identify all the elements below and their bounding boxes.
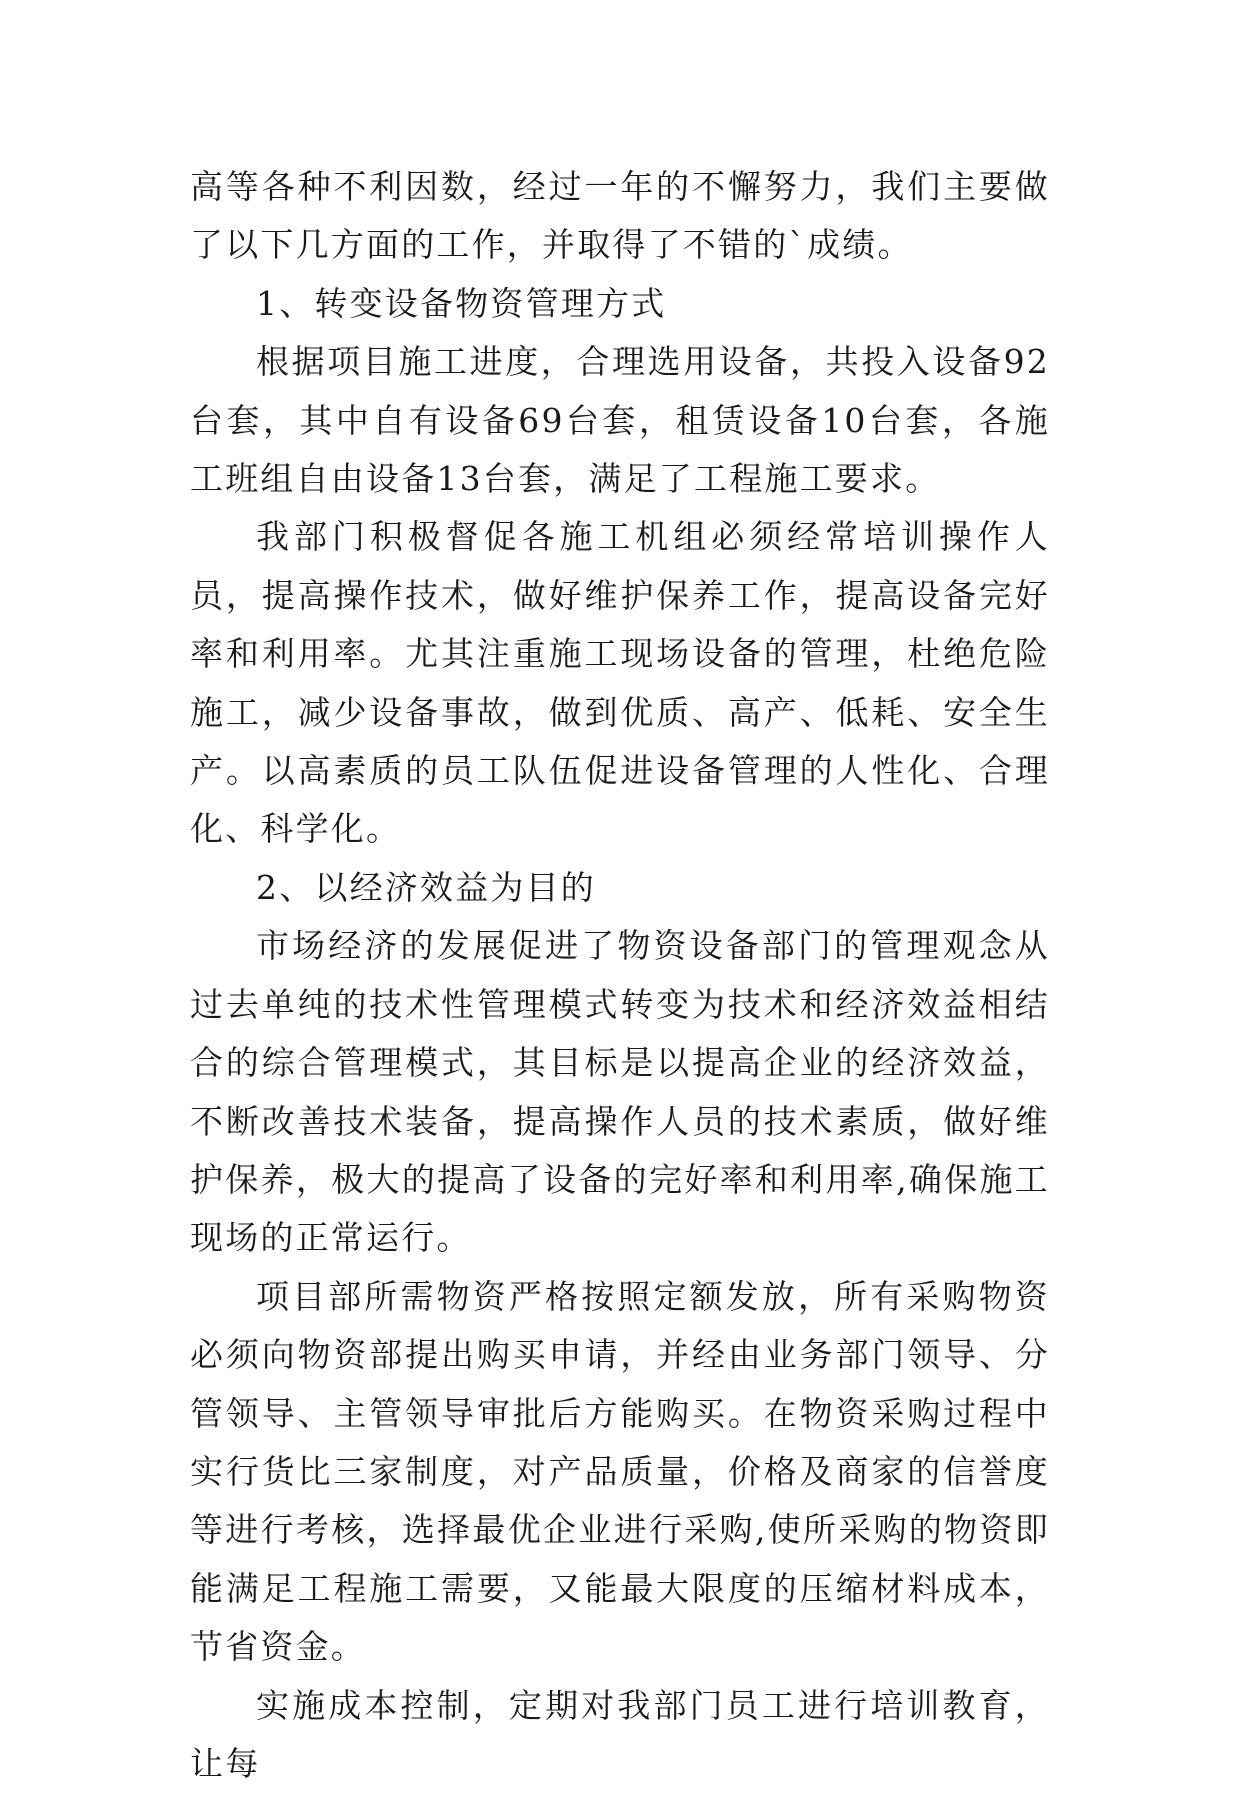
paragraph-market-economy: 市场经济的发展促进了物资设备部门的管理观念从过去单纯的技术性管理模式转变为技术和经济效益相结合的综合管理模式，其目标是以提高企业的经济效益，不断改善技术装备，提高操作人员的技术素质，做好维护保养，极大的提高了设备的完好率和利用率,确保施工现场的正常运行。: [190, 926, 1050, 1258]
section-heading-1: 1、转变设备物资管理方式: [256, 283, 667, 323]
paragraph-procurement: 项目部所需物资严格按照定额发放，所有采购物资必须向物资部提出购买申请，并经由业务部门领导、分管领导、主管领导审批后方能购买。在物资采购过程中实行货比三家制度，对产品质量，价格及商家的信誉度等进行考核，选择最优企业进行采购,使所采购的物资即能满足工程施工需要，又能最大限度的压缩材料成本，节省资金。: [190, 1276, 1050, 1667]
section-heading-2: 2、以经济效益为目的: [256, 867, 596, 907]
paragraph-training: 我部门积极督促各施工机组必须经常培训操作人员，提高操作技术，做好维护保养工作，提高设备完好率和利用率。尤其注重施工现场设备的管理，杜绝危险施工，减少设备事故，做到优质、高产、低耗、安全生产。以高素质的员工队伍促进设备管理的人性化、合理化、科学化。: [190, 517, 1050, 849]
document-body: [190, 158, 1050, 1793]
paragraph-cost-control: 实施成本控制，定期对我部门员工进行培训教育，让每: [190, 1685, 1050, 1783]
paragraph-intro-continued: 高等各种不利因数，经过一年的不懈努力，我们主要做了以下几方面的工作，并取得了不错的`成绩。: [190, 167, 1050, 265]
paragraph-equipment-count: 根据项目施工进度，合理选用设备，共投入设备92台套，其中自有设备69台套，租赁设备10台套，各施工班组自由设备13台套，满足了工程施工要求。: [190, 342, 1050, 499]
